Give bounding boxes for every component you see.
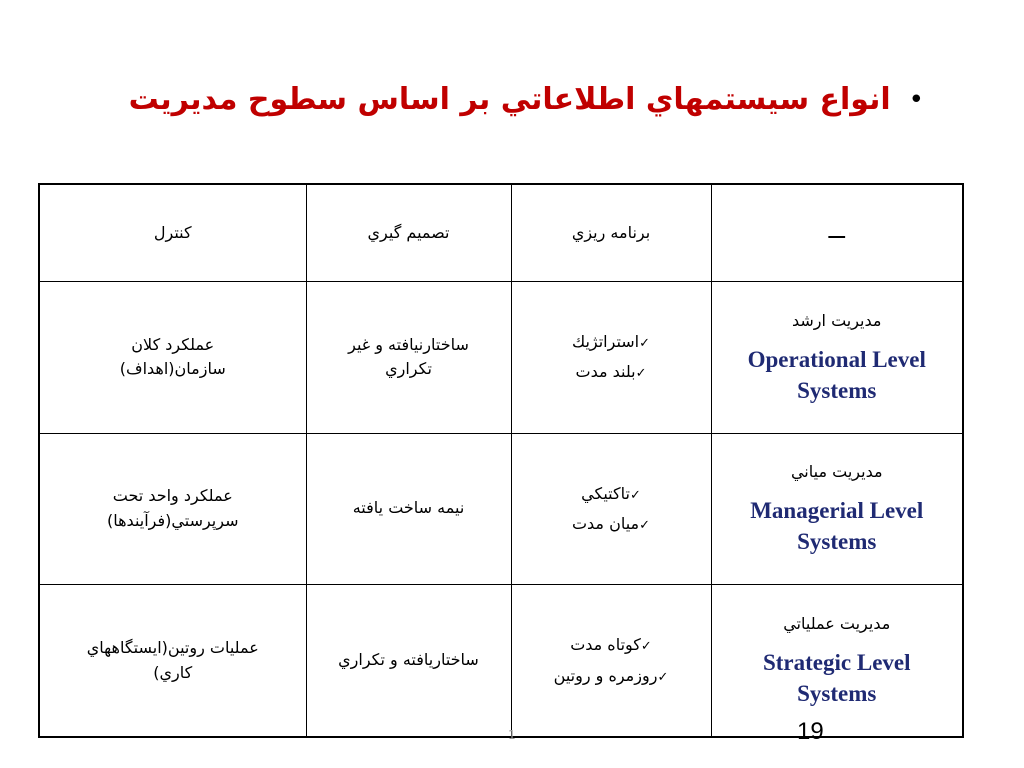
- control-text: عملكرد واحد تحت: [112, 486, 233, 506]
- slide-title: انواع سيستمهاي اطلاعاتي بر اساس سطوح مديريت: [128, 82, 891, 117]
- header-control: كنترل: [39, 184, 306, 282]
- control-text: سرپرستي(فرآيندها): [107, 510, 239, 530]
- control-text: سازمان(اهداف): [119, 359, 226, 379]
- table-row: [39, 585, 963, 737]
- control-cell: [39, 433, 306, 585]
- table-row: [39, 282, 963, 434]
- level-name-fa: مديريت ارشد: [792, 310, 882, 330]
- decision-text: نيمه ساخت يافته: [352, 498, 465, 518]
- header-decision: تصميم گيري: [306, 184, 511, 282]
- decision-text: ساختاريافته و تكراري: [338, 650, 479, 670]
- table-header-row: [39, 184, 963, 282]
- title-bullet: •: [908, 84, 924, 115]
- header-planning: برنامه ريزي: [511, 184, 711, 282]
- check-icon: ✓: [635, 366, 647, 382]
- planning-item-text: كوتاه مدت: [570, 635, 641, 655]
- planning-item-text: بلند مدت: [575, 362, 636, 382]
- level-cell: [711, 585, 963, 737]
- header-level-dash: ـــ: [828, 222, 845, 242]
- decision-cell: [306, 585, 511, 737]
- control-text: كاري): [153, 662, 193, 682]
- management-levels-table: [38, 183, 964, 738]
- check-icon: ✓: [639, 335, 651, 351]
- decision-text: تكراري: [385, 359, 432, 379]
- decision-cell: [306, 433, 511, 585]
- planning-item: [522, 630, 701, 660]
- header-level: [711, 184, 963, 282]
- planning-cell: [511, 433, 711, 585]
- level-name-fa: مديريت عملياتي: [783, 614, 891, 634]
- control-text: عملكرد كلان: [131, 334, 215, 354]
- check-icon: ✓: [640, 639, 652, 655]
- planning-cell: [511, 282, 711, 434]
- planning-cell: [511, 585, 711, 737]
- level-cell: [711, 282, 963, 434]
- control-cell: [39, 282, 306, 434]
- slide-number: 19: [797, 718, 824, 745]
- control-text: عمليات روتين(ايستگاههاي: [86, 637, 259, 657]
- planning-item: [522, 509, 701, 539]
- check-icon: ✓: [629, 487, 641, 503]
- planning-item: [522, 661, 701, 691]
- planning-item: [522, 357, 701, 387]
- level-name-en: Managerial Level Systems: [750, 498, 924, 555]
- footer-mark: 1: [508, 728, 516, 742]
- planning-item: [522, 327, 701, 357]
- level-name-en: Strategic Level Systems: [762, 649, 911, 706]
- planning-item: [522, 479, 701, 509]
- check-icon: ✓: [657, 669, 669, 685]
- decision-cell: [306, 282, 511, 434]
- planning-item-text: استراتژيك: [571, 331, 640, 351]
- control-cell: [39, 585, 306, 737]
- planning-item-text: ميان مدت: [571, 513, 640, 533]
- decision-text: ساختارنيافته و غير: [348, 334, 469, 354]
- level-name-en: Operational Level Systems: [747, 346, 926, 403]
- slide-title-row: [129, 82, 924, 117]
- level-name-fa: مديريت مياني: [790, 462, 883, 482]
- check-icon: ✓: [639, 517, 651, 533]
- planning-item-text: تاكتيكي: [581, 483, 630, 503]
- table-row: [39, 433, 963, 585]
- level-cell: [711, 433, 963, 585]
- planning-item-text: روزمره و روتين: [553, 665, 658, 685]
